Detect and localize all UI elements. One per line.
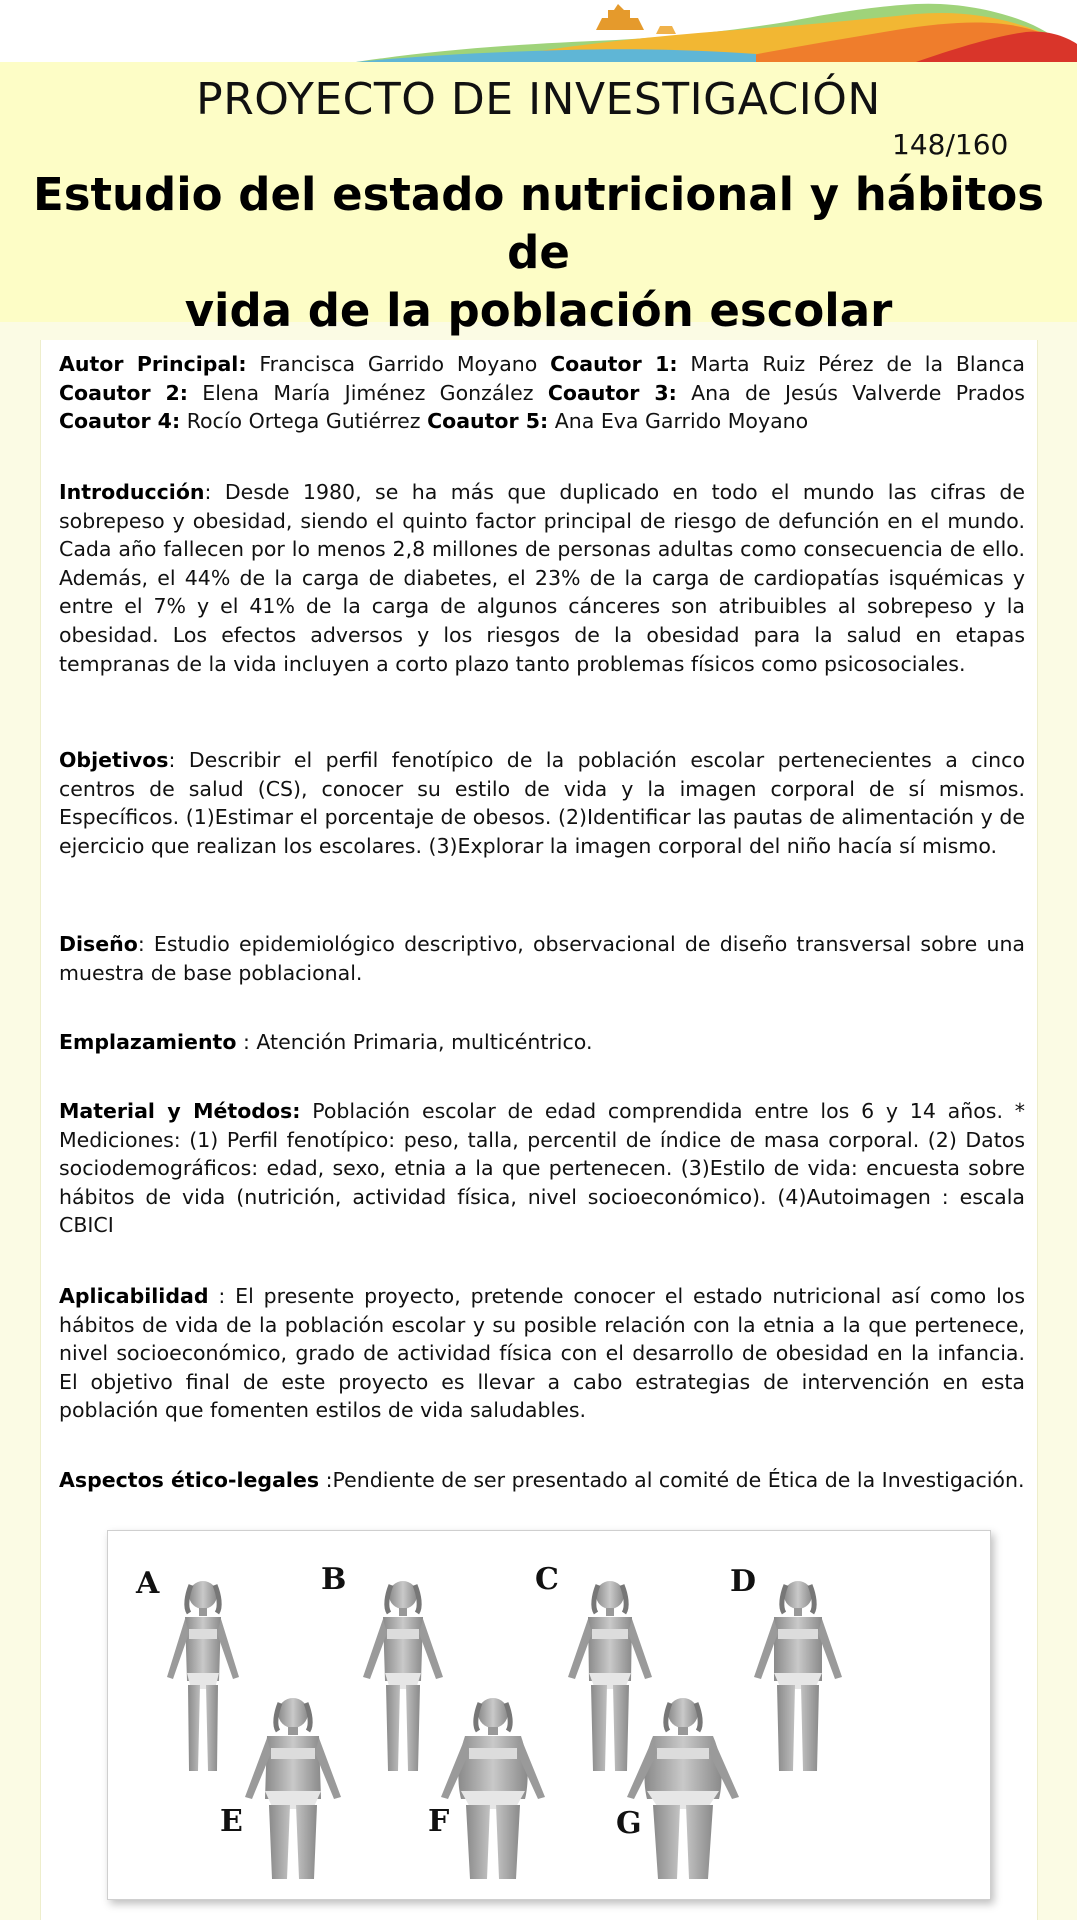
design-section <box>59 930 1025 987</box>
body-figure-c <box>568 1581 652 1771</box>
location-section <box>59 1028 1025 1057</box>
coauthor-2: Elena María Jiménez González <box>202 380 534 405</box>
title-line-2: vida de la población escolar <box>184 284 893 337</box>
coauthor-3: Ana de Jesús Valverde Prados <box>691 380 1025 405</box>
author-principal: Francisca Garrido Moyano <box>259 352 538 376</box>
figure-letter-a: A <box>136 1566 160 1601</box>
coauthor-4-label: Coautor 4: <box>59 409 181 434</box>
author-principal-label: Autor Principal: <box>59 352 247 376</box>
figure-letter-d: D <box>730 1564 757 1599</box>
content-panel <box>40 340 1038 1920</box>
ethics-text: :Pendiente de ser presentado al comité de Ética de la Investigación. <box>319 1468 1025 1492</box>
header-banner <box>0 0 1077 337</box>
objectives-section <box>59 746 1025 860</box>
body-figure-b <box>363 1581 443 1771</box>
location-text: : Atención Primaria, multicéntrico. <box>236 1030 593 1054</box>
page-number: 148/160 <box>892 128 1009 161</box>
ethics-section <box>59 1466 1025 1495</box>
body-image-scale-figure <box>107 1530 991 1900</box>
coauthor-1: Marta Ruiz Pérez de la Blanca <box>690 352 1025 376</box>
methods-section <box>59 1097 1025 1240</box>
body-figure-f <box>441 1698 545 1879</box>
coauthor-1-label: Coautor 1: <box>550 352 678 376</box>
landscape-decoration <box>356 0 1077 62</box>
methods-label: Material y Métodos: <box>59 1099 301 1123</box>
authors-section <box>59 350 1025 436</box>
applicability-label: Aplicabilidad <box>59 1284 209 1308</box>
page-title <box>0 166 1077 340</box>
body-figure-a <box>167 1581 239 1771</box>
ethics-label: Aspectos ético-legales <box>59 1468 320 1492</box>
applicability-text: : El presente proyecto, pretende conocer el estado nutricional así como los hábitos de vida de la población escolar y su posible relación con la etnia a la que pertenece, nivel socioeconómico, grado de actividad física con el desarrollo de obesidad en la infancia. El objetivo final de este proyecto es llevar a cabo estrategias de intervención en esta población que fomenten estilos de vida saludables. <box>59 1284 1025 1423</box>
objectives-label: Objetivos <box>59 748 169 772</box>
body-figure-d <box>754 1581 842 1771</box>
intro-section <box>59 478 1025 678</box>
coauthor-4: Rocío Ortega Gutiérrez <box>186 409 421 434</box>
project-label: PROYECTO DE INVESTIGACIÓN <box>196 74 881 125</box>
body-figure-e <box>245 1698 341 1879</box>
coauthor-5-label: Coautor 5: <box>427 409 549 434</box>
figure-letter-b: B <box>321 1562 347 1597</box>
header-white-strip <box>0 0 356 62</box>
design-text: : Estudio epidemiológico descriptivo, observacional de diseño transversal sobre una muestra de base poblacional. <box>59 932 1025 985</box>
methods-text: Población escolar de edad comprendida entre los 6 y 14 años. * Mediciones: (1) Perfil fenotípico: peso, talla, percentil de índice de masa corporal. (2) Datos sociodemográficos: edad, sexo, etnia a la que pertenecen. (3)Estilo de vida: encuesta sobre hábitos de vida (nutrición, actividad física, nivel socioeconómico). (4)Autoimagen : escala CBICI <box>59 1099 1025 1238</box>
coauthor-5: Ana Eva Garrido Moyano <box>554 409 809 434</box>
location-label: Emplazamiento <box>59 1030 237 1054</box>
intro-text: : Desde 1980, se ha más que duplicado en todo el mundo las cifras de sobrepeso y obesidad, siendo el quinto factor principal de riesgo de defunción en el mundo. Cada año fallecen por lo menos 2,8 millones de personas adultas como consecuencia de ello. Además, el 44% de la carga de diabetes, el 23% de la carga de cardiopatías isquémicas y entre el 7% y el 41% de la carga de algunos cánceres son atribuibles al sobrepeso y la obesidad. Los efectos adversos y los riesgos de la obesidad para la salud en etapas tempranas de la vida incluyen a corto plazo tanto problemas físicos como psicosociales. <box>59 480 1025 676</box>
design-label: Diseño <box>59 932 138 956</box>
figure-letter-g: G <box>616 1806 642 1841</box>
intro-label: Introducción <box>59 480 205 504</box>
figure-letter-f: F <box>428 1804 450 1839</box>
objectives-text: : Describir el perfil fenotípico de la población escolar pertenecientes a cinco centros de salud (CS), conocer su estilo de vida y la imagen corporal de sí mismos. Específicos. (1)Estimar el porcentaje de obesos. (2)Identificar las pautas de alimentación y de ejercicio que realizan los escolares. (3)Explorar la imagen corporal del niño hacía sí mismo. <box>59 748 1025 858</box>
figure-letter-e: E <box>220 1804 243 1839</box>
applicability-section <box>59 1282 1025 1425</box>
body-figure-g <box>627 1698 739 1879</box>
title-line-1: Estudio del estado nutricional y hábitos de <box>32 168 1045 279</box>
coauthor-2-label: Coautor 2: <box>59 380 188 405</box>
body-figures-svg <box>108 1531 992 1901</box>
coauthor-3-label: Coautor 3: <box>547 380 677 405</box>
figure-letter-c: C <box>535 1562 559 1597</box>
